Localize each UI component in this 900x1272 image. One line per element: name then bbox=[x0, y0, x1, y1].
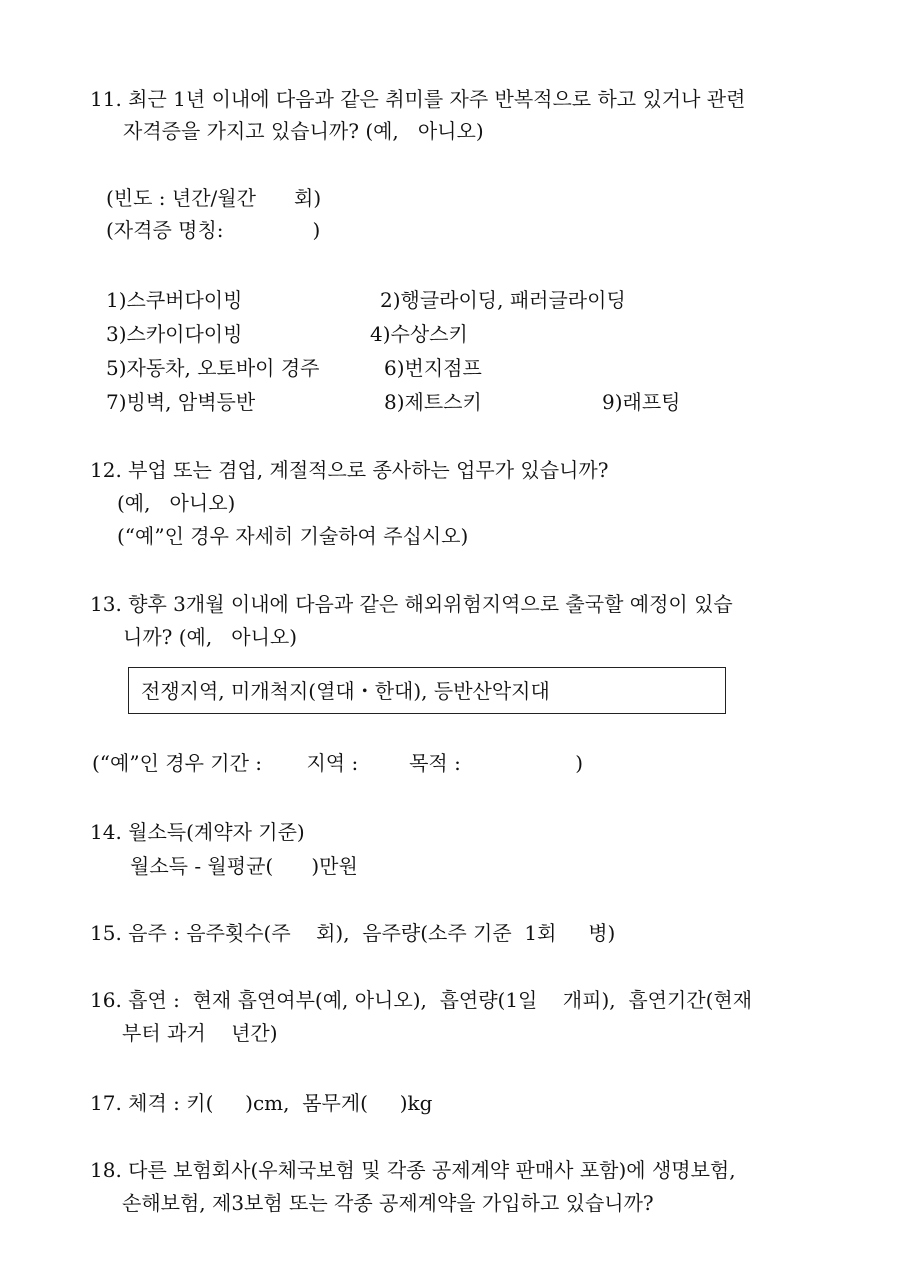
q14-line1: 14. 월소득(계약자 기준) bbox=[90, 820, 305, 844]
q14-line2: 월소득 - 월평균( )만원 bbox=[130, 854, 358, 878]
risk-region-box bbox=[128, 667, 726, 714]
hobby-item: 5)자동차, 오토바이 경주 bbox=[106, 356, 320, 380]
q12-line2: (예, 아니오) bbox=[117, 491, 236, 515]
q11-frequency: (빈도 : 년간/월간 회) bbox=[106, 186, 322, 210]
hobby-item: 7)빙벽, 암벽등반 bbox=[106, 390, 256, 414]
q16-line1: 16. 흡연 : 현재 흡연여부(예, 아니오), 흡연량(1일 개피), 흡연기간(현재 bbox=[90, 988, 753, 1012]
q11-line2: 자격증을 가지고 있습니까? (예, 아니오) bbox=[123, 119, 484, 143]
hobby-item: 4)수상스키 bbox=[370, 322, 468, 346]
q11-cert-name: (자격증 명칭: ) bbox=[106, 218, 321, 242]
q18-line1: 18. 다른 보험회사(우체국보험 및 각종 공제계약 판매사 포함)에 생명보험, bbox=[90, 1158, 736, 1182]
q12-line3: (“예”인 경우 자세히 기술하여 주십시오) bbox=[117, 524, 469, 548]
q18-line2: 손해보험, 제3보험 또는 각종 공제계약을 가입하고 있습니까? bbox=[122, 1191, 654, 1215]
q13-line2: 니까? (예, 아니오) bbox=[123, 625, 298, 649]
q15-line1: 15. 음주 : 음주횟수(주 회), 음주량(소주 기준 1회 병) bbox=[90, 921, 616, 945]
hobby-item: 9)래프팅 bbox=[602, 390, 681, 414]
q12-line1: 12. 부업 또는 겸업, 계절적으로 종사하는 업무가 있습니까? bbox=[90, 458, 609, 482]
hobby-item: 3)스카이다이빙 bbox=[106, 322, 243, 346]
risk-region-text: 전쟁지역, 미개척지(열대・한대), 등반산악지대 bbox=[141, 679, 550, 703]
q13-line1: 13. 향후 3개월 이내에 다음과 같은 해외위험지역으로 출국할 예정이 있습 bbox=[90, 592, 733, 616]
q16-line2: 부터 과거 년간) bbox=[122, 1021, 278, 1045]
hobby-item: 6)번지점프 bbox=[384, 356, 482, 380]
hobby-item: 1)스쿠버다이빙 bbox=[106, 288, 243, 312]
q17-line1: 17. 체격 : 키( )cm, 몸무게( )kg bbox=[90, 1091, 433, 1115]
q11-line1: 11. 최근 1년 이내에 다음과 같은 취미를 자주 반복적으로 하고 있거나 관련 bbox=[90, 87, 746, 111]
q13-detail: (“예”인 경우 기간 : 지역 : 목적 : ) bbox=[92, 751, 584, 775]
hobby-item: 2)행글라이딩, 패러글라이딩 bbox=[380, 288, 626, 312]
hobby-item: 8)제트스키 bbox=[384, 390, 482, 414]
